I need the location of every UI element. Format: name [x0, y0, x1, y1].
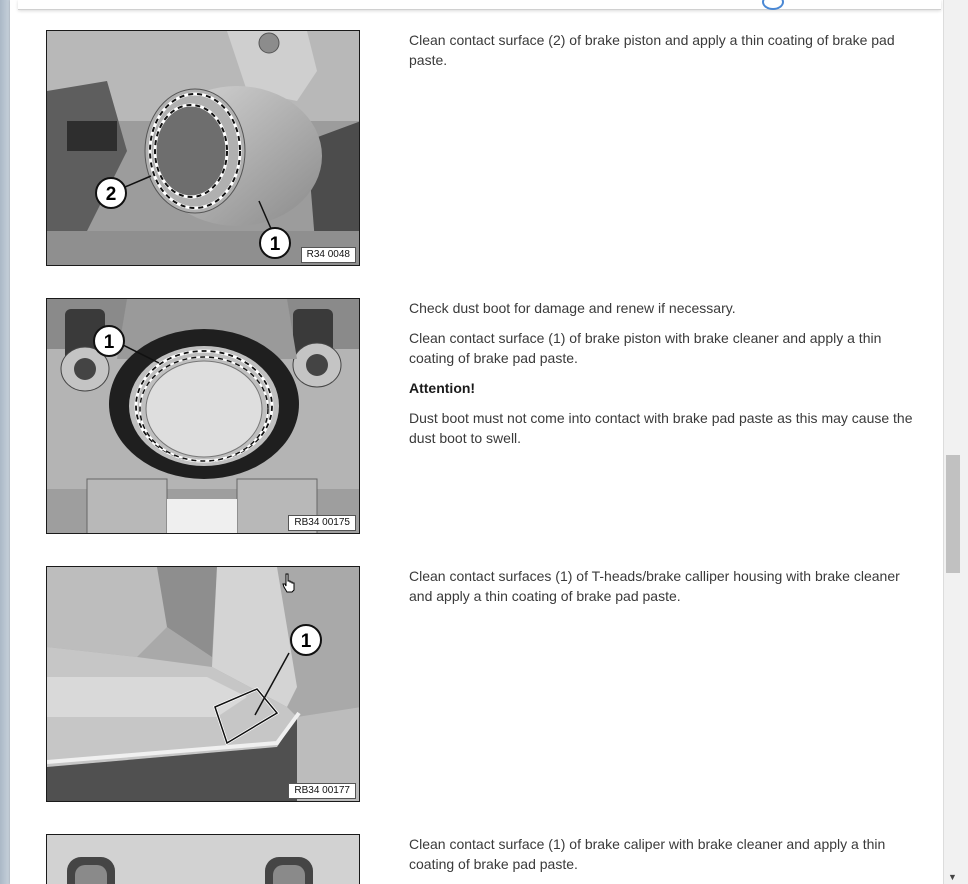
vertical-scrollbar[interactable] — [943, 0, 968, 884]
callout-1 — [291, 625, 321, 655]
document-page — [10, 0, 943, 884]
attention-text: Dust boot must not come into contact with brake pad paste as this may cause the dust boot to swell. — [409, 410, 913, 446]
callout-2 — [96, 178, 126, 208]
instruction-paragraph: Clean contact surfaces (1) of T-heads/brake calliper housing with brake cleaner and apply a thin coating of brake pad paste. — [409, 568, 900, 604]
figure-brake-caliper — [46, 834, 360, 884]
callout-1 — [260, 228, 290, 258]
svg-text:2: 2 — [105, 184, 117, 205]
figure-code: RB34 00177 — [288, 783, 356, 799]
page-top-border — [18, 0, 941, 10]
figure-code: RB34 00175 — [288, 515, 356, 531]
svg-text:1: 1 — [269, 234, 281, 255]
attention-label: Attention! — [409, 380, 476, 396]
svg-text:1: 1 — [300, 631, 312, 652]
step-2-instructions — [409, 298, 914, 458]
figure-code: R34 0048 — [301, 247, 356, 263]
figure-brake-piston-contact-surface — [46, 30, 360, 266]
scroll-down-arrow-icon[interactable]: ▼ — [948, 872, 957, 882]
hand-pointer-icon — [282, 573, 296, 593]
scrollbar-thumb[interactable] — [946, 455, 960, 573]
callout-1 — [94, 326, 124, 356]
instruction-paragraph: Check dust boot for damage and renew if necessary. — [409, 300, 736, 316]
step-3-instructions — [409, 566, 914, 616]
figure-t-heads-calliper-housing — [46, 566, 360, 802]
figure-dust-boot — [46, 298, 360, 534]
instruction-paragraph: Clean contact surface (1) of brake caliper with brake cleaner and apply a thin coating of brake pad paste. — [409, 836, 886, 872]
instruction-paragraph: Clean contact surface (1) of brake piston with brake cleaner and apply a thin coating of brake pad paste. — [409, 330, 882, 366]
svg-text:1: 1 — [103, 332, 115, 353]
step-1-instructions — [409, 30, 914, 80]
window-left-edge — [0, 0, 10, 884]
step-4-instructions — [409, 834, 914, 884]
instruction-paragraph: Clean contact surface (2) of brake piston and apply a thin coating of brake pad paste. — [409, 32, 895, 68]
